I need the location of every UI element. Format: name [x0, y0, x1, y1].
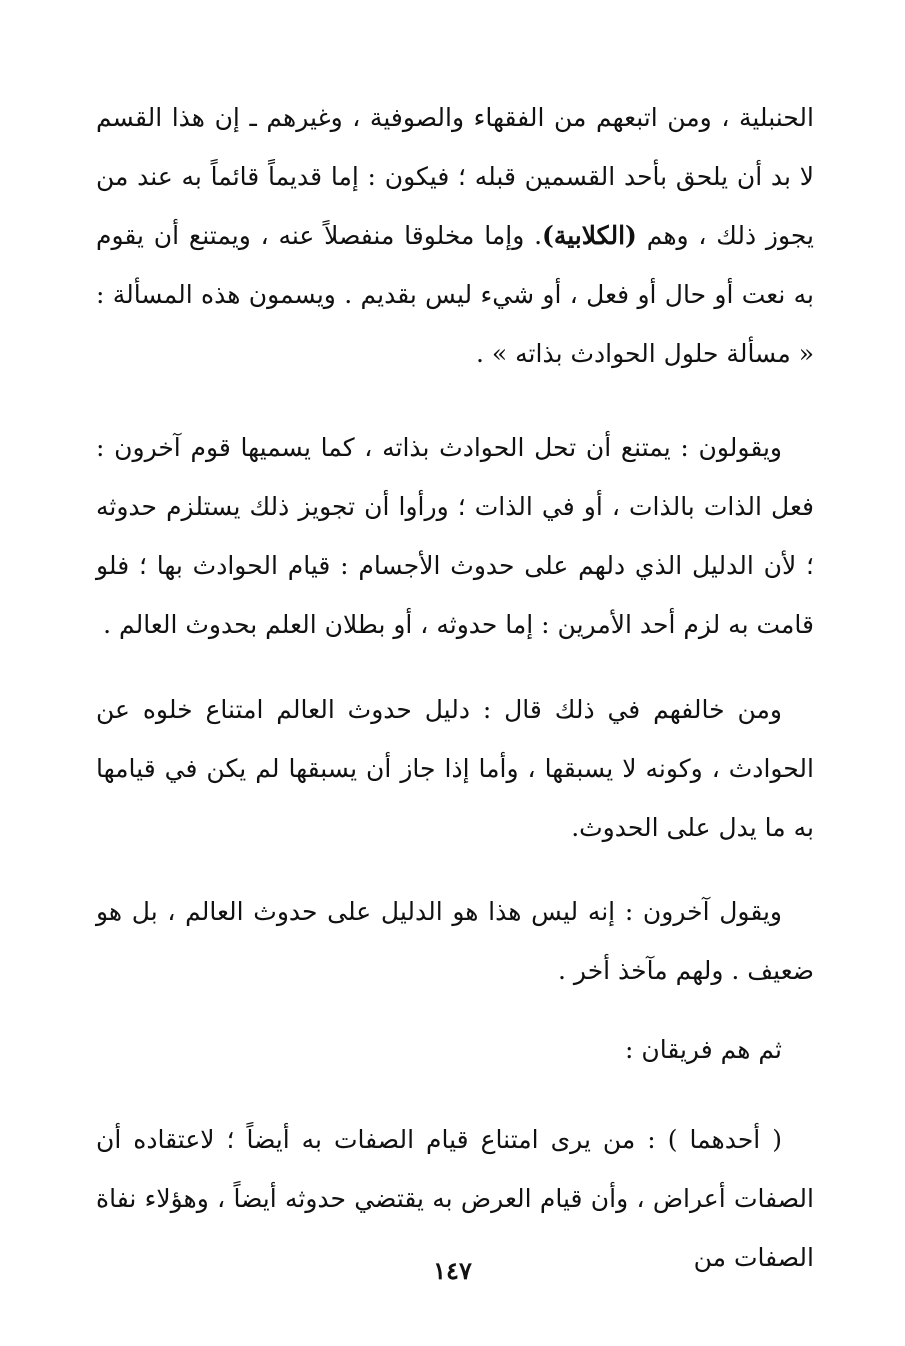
paragraph-1-text-start: الحنبلية ، ومن اتبعهم من الفقهاء والصوفية ، وغيرهم ـ إن هذا القسم لا بد أن يلحق بأحد القسمين قبله ؛ فيكون : إما قديماً قائماً به عند من يجوز ذلك ، وهم	[96, 103, 814, 250]
paragraph-5: ثم هم فريقان :	[624, 1035, 782, 1064]
paragraph-3: ومن خالفهم في ذلك قال : دليل حدوث العالم امتناع خلوه عن الحوادث ، وكونه لا يسبقها ، وأما إذا جاز أن يسبقها لم يكن في قيامها به ما يدل على الحدوث.	[96, 695, 814, 842]
page-number: ١٤٧	[433, 1256, 472, 1285]
paragraph-1	[96, 88, 814, 383]
paragraph-6: ( أحدهما ) : من يرى امتناع قيام الصفات به أيضاً ؛ لاعتقاده أن الصفات أعراض ، وأن قيام العرض به يقتضي حدوثه أيضاً ، وهؤلاء نفاة الصفات من	[96, 1125, 814, 1272]
paragraph-4: ويقول آخرون : إنه ليس هذا هو الدليل على حدوث العالم ، بل هو ضعيف . ولهم مآخذ أخر .	[96, 897, 814, 985]
paragraph-1-text-end: . وإما مخلوقا منفصلاً عنه ، ويمتنع أن يقوم به نعت أو حال أو فعل ، أو شيء ليس بقديم . ويسمون هذه المسألة : « مسألة حلول الحوادث بذاته » .	[96, 221, 814, 368]
paragraph-2: ويقولون : يمتنع أن تحل الحوادث بذاته ، كما يسميها قوم آخرون : فعل الذات بالذات ، أو في الذات ؛ ورأوا أن تجويز ذلك يستلزم حدوثه ؛ لأن الدليل الذي دلهم على حدوث الأجسام : قيام الحوادث بها ؛ فلو قامت به لزم أحد الأمرين : إما حدوثه ، أو بطلان العلم بحدوث العالم .	[96, 433, 814, 639]
bold-term-kullabiyya: (الكلابية)	[542, 221, 637, 250]
